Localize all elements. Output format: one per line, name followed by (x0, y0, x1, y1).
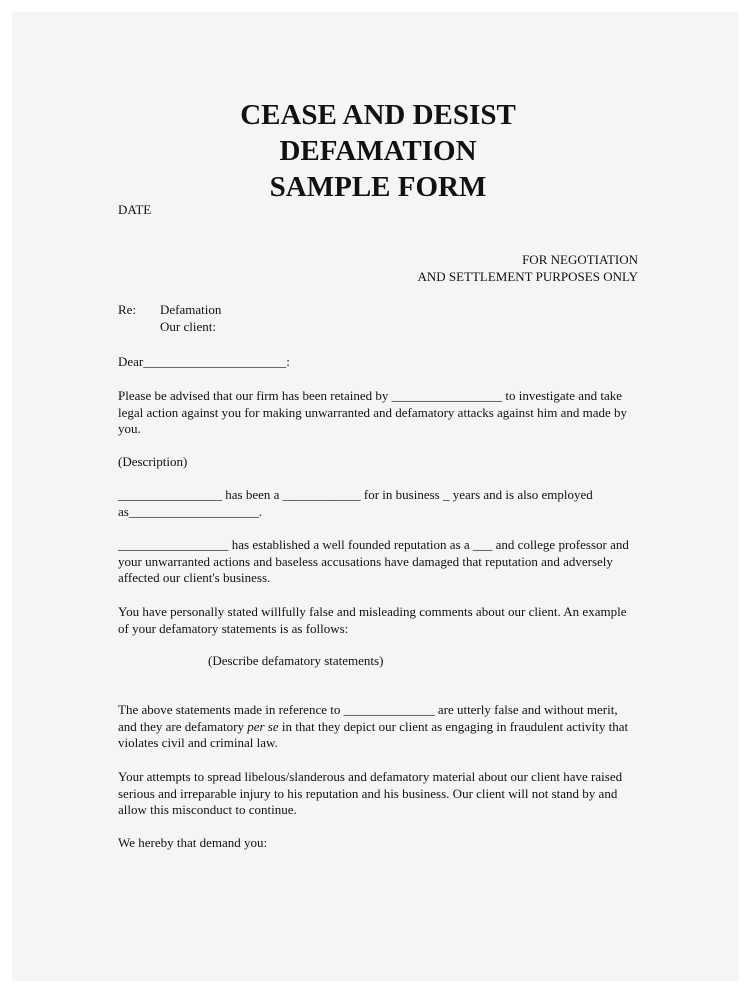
negotiation-notice (118, 252, 638, 285)
paragraph-retained: Please be advised that our firm has been retained by _________________ to investigate and take legal action against you for making unwarranted and defamatory attacks against him and made by you. (118, 388, 627, 436)
per-se-italic: per se (247, 718, 279, 734)
negotiation-line-2: AND SETTLEMENT PURPOSES ONLY (417, 268, 638, 284)
re-subject: Defamation (160, 302, 222, 317)
re-label: Re: (118, 302, 137, 317)
description-placeholder: (Description) (118, 454, 188, 469)
date-label: DATE (118, 202, 152, 217)
title-line-1: CEASE AND DESIST (240, 99, 516, 131)
re-lines (160, 302, 638, 335)
paragraph-statements: You have personally stated willfully false and misleading comments about our client. An example of your defamatory statements is as follows: (118, 604, 627, 636)
title-line-3: SAMPLE FORM (269, 171, 487, 203)
paragraph-misconduct: Your attempts to spread libelous/slanderous and defamatory material about our client have raised serious and irreparable injury to his reputation and his business. Our client will not stand by and allow this misconduct to continue. (118, 769, 623, 817)
paragraph-demand: We hereby that demand you: (118, 835, 268, 850)
salutation: Dear______________________: (118, 354, 290, 369)
title-line-2: DEFAMATION (279, 135, 477, 167)
document-title (118, 97, 638, 205)
document-page (12, 12, 739, 981)
paragraph-per-se (118, 702, 638, 752)
paragraph-employment: ________________ has been a ____________ for in business _ years and is also employed as____________________. (118, 487, 593, 519)
per-se-text-after: in that they depict our client as engaging in fraudulent activity that violates civil and criminal law. (118, 718, 629, 750)
negotiation-line-1: FOR NEGOTIATION (522, 252, 638, 267)
paragraph-reputation: _________________ has established a well founded reputation as a ___ and college professor and your unwarranted actions and baseless accusations have damaged that reputation and adversely affected our client's business. (118, 537, 629, 585)
re-client: Our client: (160, 318, 216, 334)
describe-statements-placeholder: (Describe defamatory statements) (208, 653, 384, 668)
per-se-text-before: The above statements made in reference to ______________ are utterly false and without merit, and they are defamatory (118, 702, 618, 734)
